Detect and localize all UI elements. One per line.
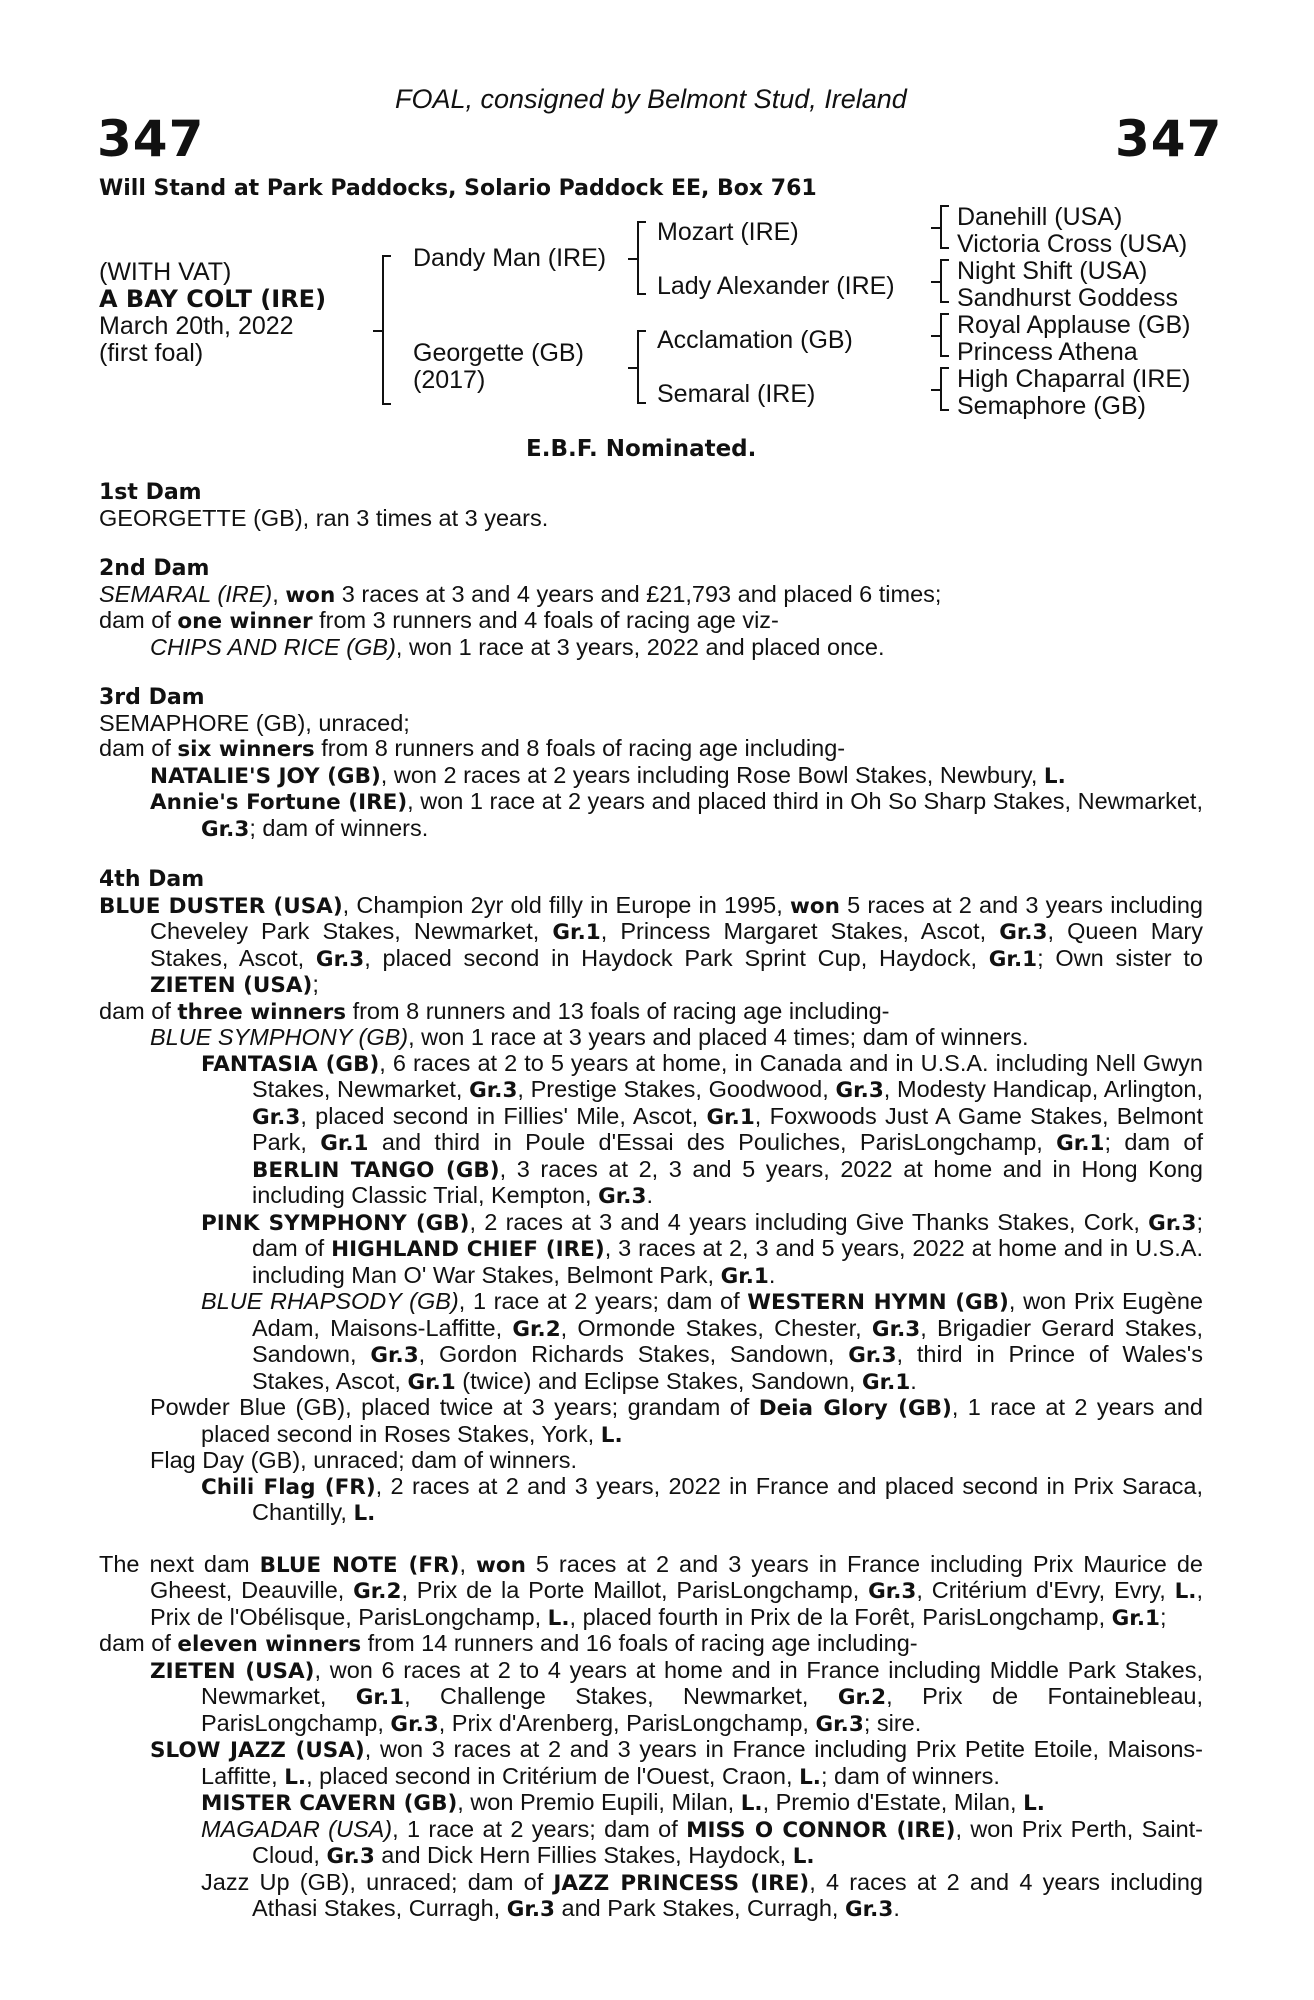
dam4-pink-symphony: PINK SYMPHONY (GB), 2 races at 3 and 4 years including Give Thanks Stakes, Cork, Gr.3; dam of HIGHLAND CHIEF (IRE), 3 races at 2, 3 and 5 years, 2022 at home and in U.S.A. including Man O' War Stakes, Belmont Park, Gr.1. <box>201 1208 1204 1289</box>
dam3-produce-2: Annie's Fortune (IRE), won 1 race at 2 years and placed third in Oh So Sharp Stakes, Newmarket, Gr.3; dam of winners. <box>150 788 1203 842</box>
lot-number-left: 347 <box>97 110 205 168</box>
foal-note: (first foal) <box>99 339 204 367</box>
next-jazz-up: Jazz Up (GB), unraced; dam of JAZZ PRINCESS (IRE), 4 races at 2 and 4 years including Athasi Stakes, Curragh, Gr.3 and Park Stakes, Curragh, Gr.3. <box>201 1868 1203 1922</box>
foal-dob: March 20th, 2022 <box>99 312 294 340</box>
dam2-line2: dam of one winner from 3 runners and 4 foals of racing age viz- <box>99 607 779 634</box>
next-magadar: MAGADAR (USA), 1 race at 2 years; dam of MISS O CONNOR (IRE), won Prix Perth, Saint-Cloud, Gr.3 and Dick Hern Fillies Stakes, Haydock, L. <box>201 1815 1203 1869</box>
dam4-fantasia: FANTASIA (GB), 6 races at 2 to 5 years at home, in Canada and in U.S.A. including Nell Gwyn Stakes, Newmarket, Gr.3, Prestige Stakes, Goodwood, Gr.3, Modesty Handicap, Arlington, Gr.3, placed second in Fillies' Mile, Ascot, Gr.1, Foxwoods Just A Game Stakes, Belmont Park, Gr.1 and third in Poule d'Essai des Pouliches, ParisLongchamp, Gr.1; dam of BERLIN TANGO (GB), 3 races at 2, 3 and 5 years, 2022 at home and in Hong Kong including Classic Trial, Kempton, Gr.3. <box>201 1049 1204 1209</box>
dam3-line1: SEMAPHORE (GB), unraced; <box>99 709 410 736</box>
pedigree-dam-dam: Semaral (IRE) <box>657 380 816 408</box>
foal-name: A BAY COLT (IRE) <box>99 285 327 313</box>
next-mister-cavern: MISTER CAVERN (GB), won Premio Eupili, Milan, L., Premio d'Estate, Milan, L. <box>201 1789 1045 1816</box>
dam4-powder-blue: Powder Blue (GB), placed twice at 3 years; grandam of Deia Glory (GB), 1 race at 2 years and placed second in Roses Stakes, York, L. <box>150 1394 1203 1448</box>
dam3-line2: dam of six winners from 8 runners and 8 foals of racing age including- <box>99 735 846 762</box>
next-slow-jazz: SLOW JAZZ (USA), won 3 races at 2 and 3 years in France including Prix Petite Etoile, Maisons-Laffitte, L., placed second in Critérium de l'Ouest, Craon, L.; dam of winners. <box>150 1736 1203 1790</box>
pedigree-brace-g3-3 <box>940 313 942 357</box>
pedigree-sire-dam: Lady Alexander (IRE) <box>657 272 895 300</box>
consignment-line: FOAL, consigned by Belmont Stud, Ireland <box>395 84 907 114</box>
next-dam-of: dam of eleven winners from 14 runners and 16 foals of racing age including- <box>99 1630 918 1657</box>
pedigree-g3-8: Semaphore (GB) <box>957 392 1146 420</box>
catalogue-body <box>99 480 1203 1923</box>
next-zieten: ZIETEN (USA), won 6 races at 2 to 4 years at home and in France including Middle Park Stakes, Newmarket, Gr.1, Challenge Stakes, Newmarket, Gr.2, Prix de Fontainebleau, ParisLongchamp, Gr.3, Prix d'Arenberg, ParisLongchamp, Gr.3; sire. <box>150 1656 1204 1737</box>
dam1-text: GEORGETTE (GB), ran 3 times at 3 years. <box>99 504 549 531</box>
pedigree-g3-6: Princess Athena <box>957 338 1138 366</box>
pedigree-g3-5: Royal Applause (GB) <box>957 311 1191 339</box>
dam2-line1: SEMARAL (IRE), won 3 races at 3 and 4 years and £21,793 and placed 6 times; <box>99 580 942 608</box>
pedigree-brace-g3-4 <box>940 367 942 411</box>
dam2-heading: 2nd Dam <box>99 556 210 581</box>
pedigree-sire-sire: Mozart (IRE) <box>657 218 799 246</box>
dam4-blue-rhapsody: BLUE RHAPSODY (GB), 1 race at 2 years; dam of WESTERN HYMN (GB), won Prix Eugène Adam, Maisons-Laffitte, Gr.2, Ormonde Stakes, Chester, Gr.3, Brigadier Gerard Stakes, Sandown, Gr.3, Gordon Richards Stakes, Sandown, Gr.3, third in Prince of Wales's Stakes, Ascot, Gr.1 (twice) and Eclipse Stakes, Sandown, Gr.1. <box>201 1288 1203 1395</box>
dam4-heading: 4th Dam <box>99 867 205 892</box>
pedigree-brace-sire <box>637 221 639 295</box>
pedigree-g3-1: Danehill (USA) <box>957 203 1123 231</box>
pedigree-dam: Georgette (GB) <box>413 339 584 367</box>
pedigree-sire: Dandy Man (IRE) <box>413 244 607 272</box>
pedigree-dam-sire: Acclamation (GB) <box>657 326 853 354</box>
pedigree-g3-4: Sandhurst Goddess <box>957 284 1178 312</box>
pedigree-brace-dam <box>637 330 639 404</box>
dam4-blue-duster: BLUE DUSTER (USA), Champion 2yr old filly in Europe in 1995, won 5 races at 2 and 3 years including Cheveley Park Stakes, Newmarket, Gr.1, Princess Margaret Stakes, Ascot, Gr.3, Queen Mary Stakes, Ascot, Gr.3, placed second in Haydock Park Sprint Cup, Haydock, Gr.1; Own sister to ZIETEN (USA); <box>99 891 1204 998</box>
dam4-chili-flag: Chili Flag (FR), 2 races at 2 and 3 years, 2022 in France and placed second in Prix Saraca, Chantilly, L. <box>201 1472 1204 1526</box>
lot-number-right: 347 <box>1115 110 1223 168</box>
dam4-flag-day: Flag Day (GB), unraced; dam of winners. <box>150 1447 578 1473</box>
pedigree-g3-3: Night Shift (USA) <box>957 257 1148 285</box>
pedigree-g3-7: High Chaparral (IRE) <box>957 365 1191 393</box>
dam4-blue-symphony: BLUE SYMPHONY (GB), won 1 race at 3 years and placed 4 times; dam of winners. <box>150 1024 1029 1050</box>
pedigree-brace-g3-1 <box>940 205 942 249</box>
dam4-dam-of: dam of three winners from 8 runners and 13 foals of racing age including- <box>99 997 890 1025</box>
ebf-nominated: E.B.F. Nominated. <box>526 436 757 462</box>
dam2-produce: CHIPS AND RICE (GB), won 1 race at 3 years, 2022 and placed once. <box>150 633 885 660</box>
dam1-heading: 1st Dam <box>99 480 202 505</box>
dam3-heading: 3rd Dam <box>99 685 205 710</box>
pedigree-brace-gen1 <box>382 255 384 405</box>
dam3-produce-1: NATALIE'S JOY (GB), won 2 races at 2 years including Rose Bowl Stakes, Newbury, L. <box>150 761 1066 789</box>
pedigree-brace-g3-2 <box>940 259 942 303</box>
pedigree-g3-2: Victoria Cross (USA) <box>957 230 1188 258</box>
pedigree-dam-year: (2017) <box>413 366 486 394</box>
stand-location: Will Stand at Park Paddocks, Solario Paddock EE, Box 761 <box>99 176 817 201</box>
next-dam-blue-note: The next dam BLUE NOTE (FR), won 5 races at 2 and 3 years in France including Prix Maurice de Gheest, Deauville, Gr.2, Prix de la Porte Maillot, ParisLongchamp, Gr.3, Critérium d'Evry, Evry, L., Prix de l'Obélisque, ParisLongchamp, L., placed fourth in Prix de la Forêt, ParisLongchamp, Gr.1; <box>99 1550 1204 1631</box>
vat-note: (WITH VAT) <box>99 258 232 286</box>
